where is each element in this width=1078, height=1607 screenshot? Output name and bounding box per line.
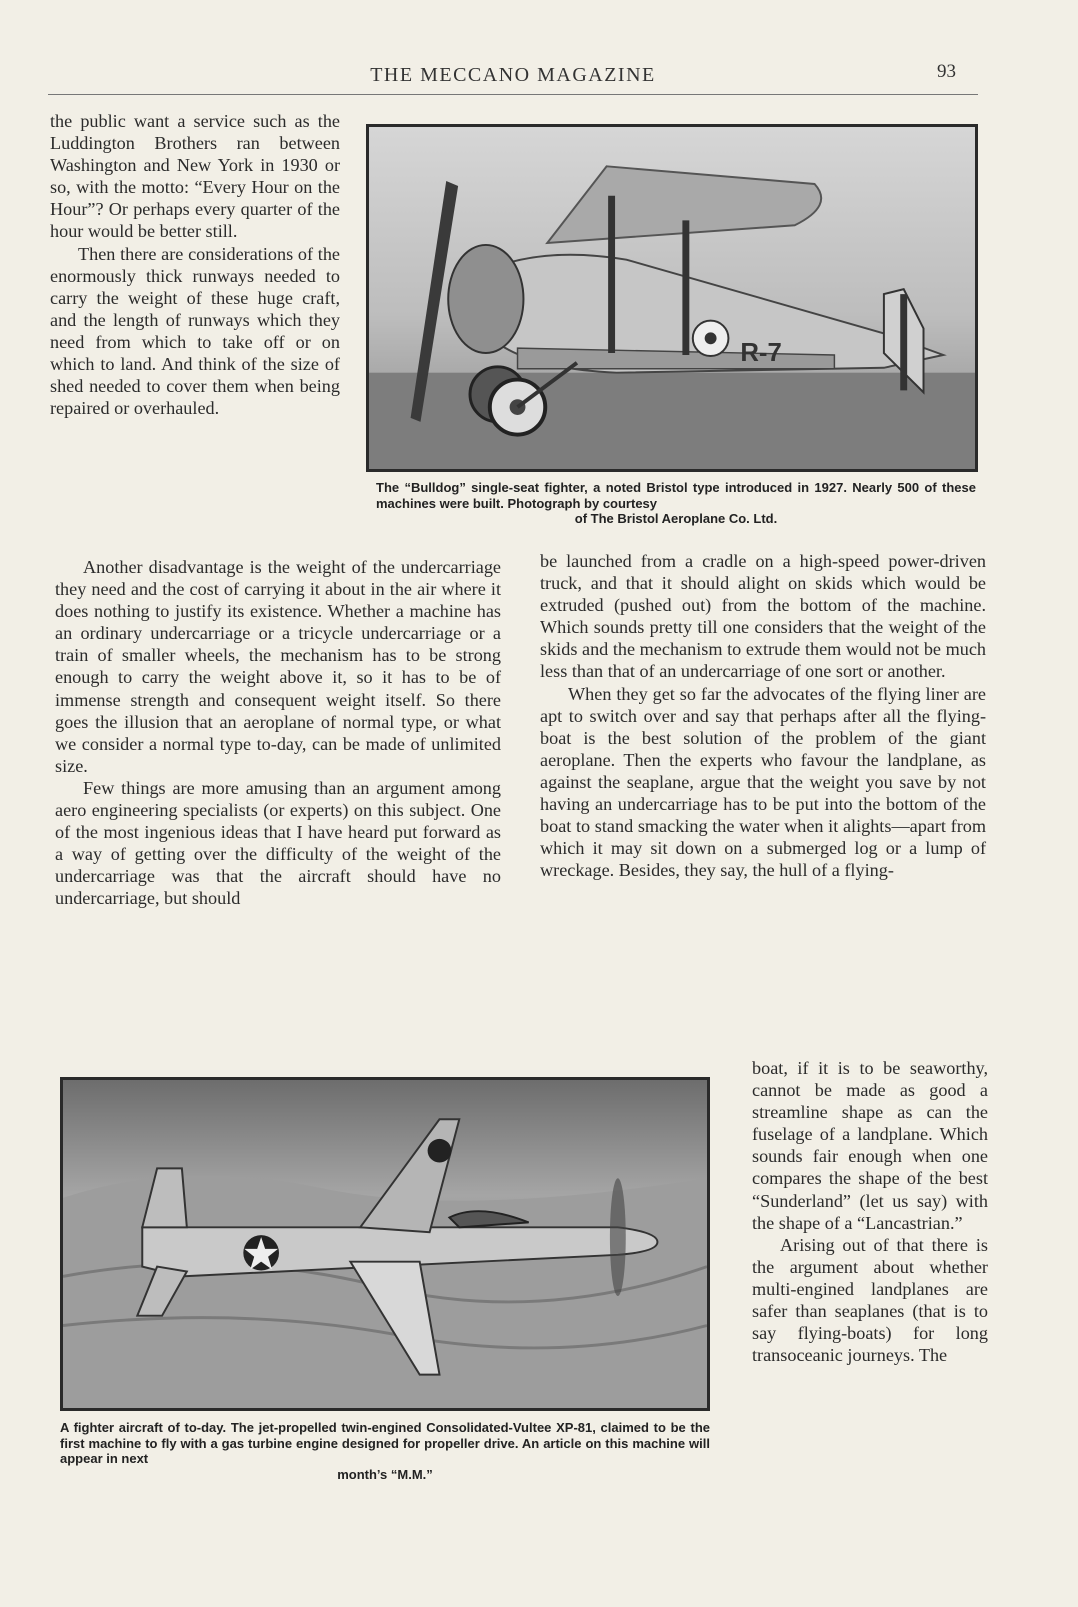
bottom-right-column (752, 1057, 988, 1366)
aircraft-marking: R-7 (740, 338, 782, 367)
bulldog-caption (376, 480, 976, 527)
page-number: 93 (937, 61, 956, 82)
caption-last-line: of The Bristol Aeroplane Co. Ltd. (574, 511, 778, 526)
bulldog-photo (366, 124, 978, 472)
caption-text: The “Bulldog” single-seat fighter, a noted Bristol type introduced in 1927. Nearly 500 of these machines were built. Photograph by courtesy (376, 480, 976, 511)
page-header (48, 60, 978, 95)
paragraph: When they get so far the advocates of the flying liner are apt to switch over and say that perhaps after all the flying-boat is the best solution of the problem of the giant aeroplane. Then the experts who favour the landplane, as against the seaplane, argue that the weight you save by not having an undercarriage has to be put into the bottom of the boat to stand smacking the water when it alights—apart from which it may sit down on a submerged log or a lump of wreckage. Besides, they say, the hull of a flying- (540, 683, 986, 881)
top-left-column (50, 110, 340, 419)
paragraph: Another disadvantage is the weight of the undercarriage they need and the cost of carrying it about in the air where it does nothing to justify its existence. Whether a machine has an ordinary undercarriage or a tricycle undercarriage or a train of smaller wheels, the mechanism has to be strong enough to carry the weight above it, so it has to be of immense strength and consequent weight itself. So there goes the illusion that an aeroplane of normal type, or what we consider a normal type to-day, can be made of unlimited size. (55, 557, 501, 776)
paragraph: the public want a service such as the Luddington Brothers ran between Washington and New York in 1930 or so, with the motto: “Every Hour on the Hour”? Or perhaps every quarter of the hour would be better still. (50, 111, 340, 242)
paragraph: boat, if it is to be seaworthy, cannot be made as good a streamline shape as can the fuselage of a landplane. Which sounds fair enough when one compares the shape of the best “Sunderland” (let us say) with the shape of a “Lancastrian.” (752, 1058, 988, 1233)
magazine-title: THE MECCANO MAGAZINE (370, 64, 656, 86)
left-column (55, 556, 501, 910)
paragraph: Arising out of that there is the argument about whether multi-engined landplanes are safer than seaplanes (that is to say flying-boats) for long transoceanic journeys. The (752, 1234, 988, 1366)
xp81-photo (60, 1077, 710, 1411)
right-column (540, 550, 986, 881)
caption-text: A fighter aircraft of to-day. The jet-propelled twin-engined Consolidated-Vultee XP-81, claimed to be the first machine to fly with a gas turbine engine designed for propeller drive. An article on this machine will appear in next (60, 1420, 710, 1466)
caption-last-line: month’s “M.M.” (337, 1466, 433, 1482)
paragraph: Few things are more amusing than an argument among aero engineering specialists (or experts) on this subject. One of the most ingenious ideas that I have heard put forward as a way of getting over the difficulty of the weight of the undercarriage was that the aircraft should have no undercarriage, but should (55, 777, 501, 909)
paragraph: Then there are considerations of the enormously thick runways needed to carry the weight of these huge craft, and the length of runways which they need from which to take off or on which to land. And think of the size of shed needed to cover them when being repaired or overhauled. (50, 243, 340, 419)
xp81-caption (60, 1420, 710, 1482)
paragraph: be launched from a cradle on a high-speed power-driven truck, and that it should alight on skids which would be extruded (pushed out) from the bottom of the machine. Which sounds pretty till one considers that the weight of the skids and the mechanism to extrude them would not be much less than that of an undercarriage of one sort or another. (540, 551, 986, 682)
